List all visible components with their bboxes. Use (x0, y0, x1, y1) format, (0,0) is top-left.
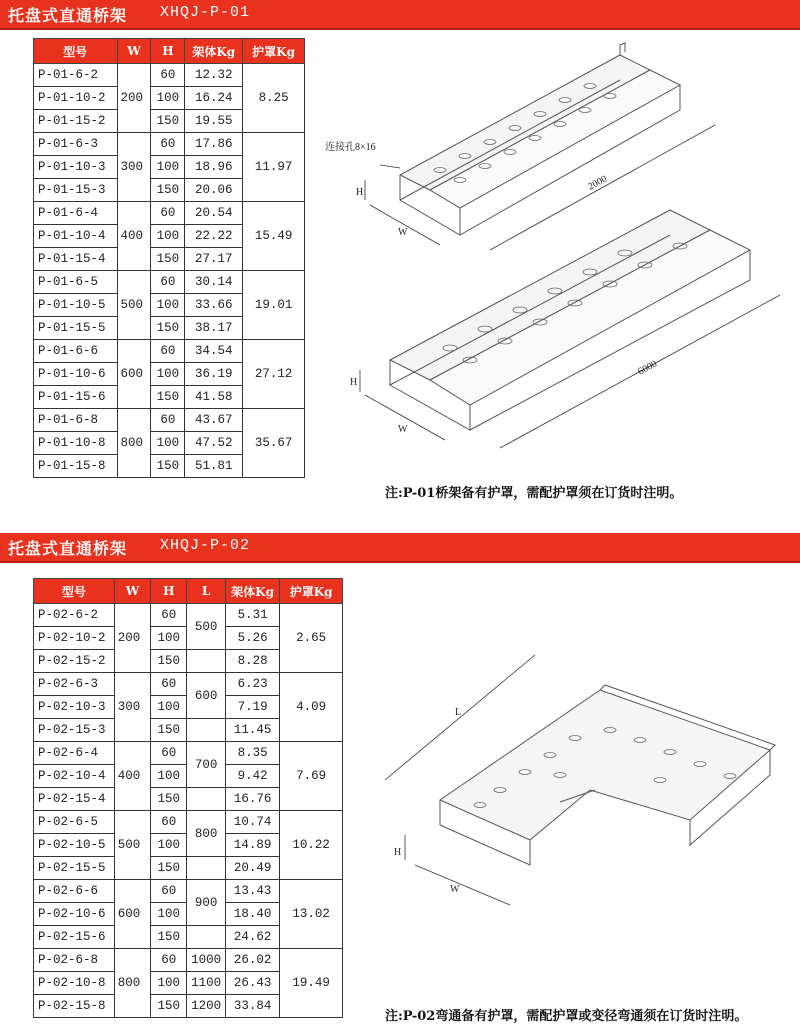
weight-cell: 34.54 (185, 340, 243, 363)
section-2-title: 托盘式直通桥架 (8, 539, 128, 558)
h-cell: 150 (151, 317, 185, 340)
header-h: H (151, 579, 187, 604)
model-cell: P-01-10-2 (34, 87, 118, 110)
l-cell-empty (187, 788, 225, 811)
w-cell: 200 (114, 604, 150, 673)
weight-cell: 24.62 (225, 926, 280, 949)
model-cell: P-02-15-4 (34, 788, 115, 811)
model-cell: P-01-10-4 (34, 225, 118, 248)
model-cell: P-01-6-6 (34, 340, 118, 363)
w-cell: 800 (117, 409, 151, 478)
model-cell: P-02-10-5 (34, 834, 115, 857)
l-cell: 700 (187, 742, 225, 788)
h-cell: 100 (151, 294, 185, 317)
l-label: L (455, 707, 462, 718)
model-cell: P-02-6-5 (34, 811, 115, 834)
model-cell: P-01-15-5 (34, 317, 118, 340)
cover-cell: 13.02 (280, 880, 343, 949)
cover-cell: 7.69 (280, 742, 343, 811)
weight-cell: 9.42 (225, 765, 280, 788)
w-cell: 300 (117, 133, 151, 202)
h-cell: 100 (151, 156, 185, 179)
header-weight: 架体Kg (225, 579, 280, 604)
h-cell: 60 (151, 673, 187, 696)
p01-drawing (320, 40, 800, 460)
weight-cell: 22.22 (185, 225, 243, 248)
header-cover: 护罩Kg (280, 579, 343, 604)
weight-cell: 41.58 (185, 386, 243, 409)
model-cell: P-02-10-8 (34, 972, 115, 995)
h-cell: 100 (151, 432, 185, 455)
model-cell: P-02-15-5 (34, 857, 115, 880)
table-row (34, 64, 305, 87)
h-cell: 100 (151, 363, 185, 386)
w-label-3: W (450, 884, 460, 895)
weight-cell: 43.67 (185, 409, 243, 432)
h-cell: 60 (151, 811, 187, 834)
table-row (34, 409, 305, 432)
h-cell: 150 (151, 179, 185, 202)
h-cell: 150 (151, 857, 187, 880)
header-model: 型号 (34, 579, 115, 604)
model-cell: P-02-6-6 (34, 880, 115, 903)
h-label-2: H (350, 377, 358, 388)
model-cell: P-02-6-3 (34, 673, 115, 696)
h-cell: 150 (151, 995, 187, 1018)
cover-cell: 11.97 (243, 133, 305, 202)
l-cell-empty (187, 650, 225, 673)
weight-cell: 5.31 (225, 604, 280, 627)
h-label-1: H (356, 187, 364, 198)
model-cell: P-02-6-8 (34, 949, 115, 972)
weight-cell: 33.66 (185, 294, 243, 317)
weight-cell: 17.86 (185, 133, 243, 156)
model-cell: P-01-10-8 (34, 432, 118, 455)
table-row (34, 880, 343, 903)
header-h: H (151, 39, 185, 64)
h-cell: 100 (151, 225, 185, 248)
weight-cell: 13.43 (225, 880, 280, 903)
l-cell-empty (187, 926, 225, 949)
weight-cell: 18.40 (225, 903, 280, 926)
weight-cell: 36.19 (185, 363, 243, 386)
section-1-code: XHQJ-P-01 (160, 4, 251, 21)
weight-cell: 8.35 (225, 742, 280, 765)
model-cell: P-01-6-5 (34, 271, 118, 294)
weight-cell: 38.17 (185, 317, 243, 340)
h-cell: 60 (151, 64, 185, 87)
model-cell: P-02-10-2 (34, 627, 115, 650)
weight-cell: 18.96 (185, 156, 243, 179)
p02-note: 注:P-02弯通备有护罩，需配护罩或变径弯通须在订货时注明。 (385, 1009, 748, 1024)
section-2-banner (0, 533, 800, 563)
w-label-2: W (398, 424, 408, 435)
weight-cell: 8.28 (225, 650, 280, 673)
w-cell: 200 (117, 64, 151, 133)
table-row (34, 271, 305, 294)
model-cell: P-02-15-3 (34, 719, 115, 742)
weight-cell: 5.26 (225, 627, 280, 650)
section-2-code: XHQJ-P-02 (160, 537, 251, 554)
table-row (34, 202, 305, 225)
model-cell: P-01-15-6 (34, 386, 118, 409)
w-cell: 400 (114, 742, 150, 811)
p02-header-row (34, 579, 343, 604)
model-cell: P-02-6-2 (34, 604, 115, 627)
l-cell-empty (187, 719, 225, 742)
model-cell: P-01-10-6 (34, 363, 118, 386)
weight-cell: 27.17 (185, 248, 243, 271)
model-cell: P-01-6-4 (34, 202, 118, 225)
h-cell: 150 (151, 926, 187, 949)
cover-cell: 4.09 (280, 673, 343, 742)
table-row (34, 340, 305, 363)
weight-cell: 26.02 (225, 949, 280, 972)
h-cell: 100 (151, 627, 187, 650)
table-row (34, 604, 343, 627)
model-cell: P-02-10-3 (34, 696, 115, 719)
h-cell: 100 (151, 765, 187, 788)
model-cell: P-02-15-8 (34, 995, 115, 1018)
l-cell: 600 (187, 673, 225, 719)
model-cell: P-01-15-8 (34, 455, 118, 478)
l-cell: 500 (187, 604, 225, 650)
w-cell: 400 (117, 202, 151, 271)
model-cell: P-02-6-4 (34, 742, 115, 765)
h-cell: 100 (151, 87, 185, 110)
header-l: L (187, 579, 225, 604)
model-cell: P-01-6-3 (34, 133, 118, 156)
l-cell-empty (187, 857, 225, 880)
weight-cell: 10.74 (225, 811, 280, 834)
length-2000-label: 2000 (586, 173, 610, 193)
weight-cell: 20.06 (185, 179, 243, 202)
header-w: W (117, 39, 151, 64)
h-cell: 60 (151, 409, 185, 432)
model-cell: P-01-6-8 (34, 409, 118, 432)
w-cell: 500 (114, 811, 150, 880)
h-cell: 150 (151, 110, 185, 133)
p01-spec-table (33, 38, 305, 478)
cover-cell: 2.65 (280, 604, 343, 673)
w-cell: 600 (114, 880, 150, 949)
header-w: W (114, 579, 150, 604)
w-cell: 300 (114, 673, 150, 742)
section-1-title: 托盘式直通桥架 (8, 6, 128, 25)
model-cell: P-02-15-2 (34, 650, 115, 673)
model-cell: P-01-15-4 (34, 248, 118, 271)
p02-spec-table (33, 578, 343, 1018)
w-label-1: W (398, 227, 408, 238)
section-1-banner (0, 0, 800, 30)
weight-cell: 16.24 (185, 87, 243, 110)
weight-cell: 6.23 (225, 673, 280, 696)
h-cell: 60 (151, 949, 187, 972)
p01-note: 注:P-01桥架备有护罩，需配护罩须在订货时注明。 (385, 486, 683, 501)
cover-cell: 19.01 (243, 271, 305, 340)
weight-cell: 20.54 (185, 202, 243, 225)
l-cell: 1200 (187, 995, 225, 1018)
table-row (34, 133, 305, 156)
model-cell: P-01-10-3 (34, 156, 118, 179)
model-cell: P-02-10-4 (34, 765, 115, 788)
weight-cell: 12.32 (185, 64, 243, 87)
weight-cell: 30.14 (185, 271, 243, 294)
weight-cell: 20.49 (225, 857, 280, 880)
cover-cell: 19.49 (280, 949, 343, 1018)
length-6000-label: 6000 (636, 358, 660, 378)
h-cell: 150 (151, 248, 185, 271)
model-cell: P-02-10-6 (34, 903, 115, 926)
weight-cell: 47.52 (185, 432, 243, 455)
model-cell: P-01-6-2 (34, 64, 118, 87)
l-cell: 1000 (187, 949, 225, 972)
h-cell: 60 (151, 604, 187, 627)
h-cell: 60 (151, 880, 187, 903)
l-cell: 900 (187, 880, 225, 926)
h-cell: 60 (151, 742, 187, 765)
header-model: 型号 (34, 39, 118, 64)
l-cell: 800 (187, 811, 225, 857)
h-cell: 100 (151, 834, 187, 857)
h-label-3: H (394, 847, 402, 858)
table-row (34, 673, 343, 696)
weight-cell: 19.55 (185, 110, 243, 133)
weight-cell: 26.43 (225, 972, 280, 995)
table-row (34, 811, 343, 834)
cover-cell: 35.67 (243, 409, 305, 478)
h-cell: 60 (151, 271, 185, 294)
table-row (34, 742, 343, 765)
model-cell: P-02-15-6 (34, 926, 115, 949)
h-cell: 60 (151, 340, 185, 363)
header-cover: 护罩Kg (243, 39, 305, 64)
weight-cell: 51.81 (185, 455, 243, 478)
h-cell: 150 (151, 788, 187, 811)
tray-6000-shape (390, 210, 750, 430)
w-cell: 600 (117, 340, 151, 409)
h-cell: 60 (151, 133, 185, 156)
cover-cell: 27.12 (243, 340, 305, 409)
model-cell: P-01-10-5 (34, 294, 118, 317)
h-cell: 150 (151, 455, 185, 478)
cover-cell: 10.22 (280, 811, 343, 880)
h-cell: 150 (151, 386, 185, 409)
h-cell: 150 (151, 719, 187, 742)
p02-drawing (370, 640, 800, 920)
tray-2000-shape (400, 43, 680, 235)
cover-cell: 8.25 (243, 64, 305, 133)
h-cell: 60 (151, 202, 185, 225)
weight-cell: 14.89 (225, 834, 280, 857)
h-cell: 100 (151, 696, 187, 719)
weight-cell: 7.19 (225, 696, 280, 719)
model-cell: P-01-15-2 (34, 110, 118, 133)
cover-cell: 15.49 (243, 202, 305, 271)
weight-cell: 11.45 (225, 719, 280, 742)
model-cell: P-01-15-3 (34, 179, 118, 202)
table-row (34, 949, 343, 972)
w-cell: 800 (114, 949, 150, 1018)
w-cell: 500 (117, 271, 151, 340)
l-cell: 1100 (187, 972, 225, 995)
h-cell: 100 (151, 903, 187, 926)
header-weight: 架体Kg (185, 39, 243, 64)
h-cell: 150 (151, 650, 187, 673)
weight-cell: 16.76 (225, 788, 280, 811)
hole-label: 连接孔8×16 (325, 142, 376, 153)
p01-header-row (34, 39, 305, 64)
h-cell: 100 (151, 972, 187, 995)
weight-cell: 33.84 (225, 995, 280, 1018)
